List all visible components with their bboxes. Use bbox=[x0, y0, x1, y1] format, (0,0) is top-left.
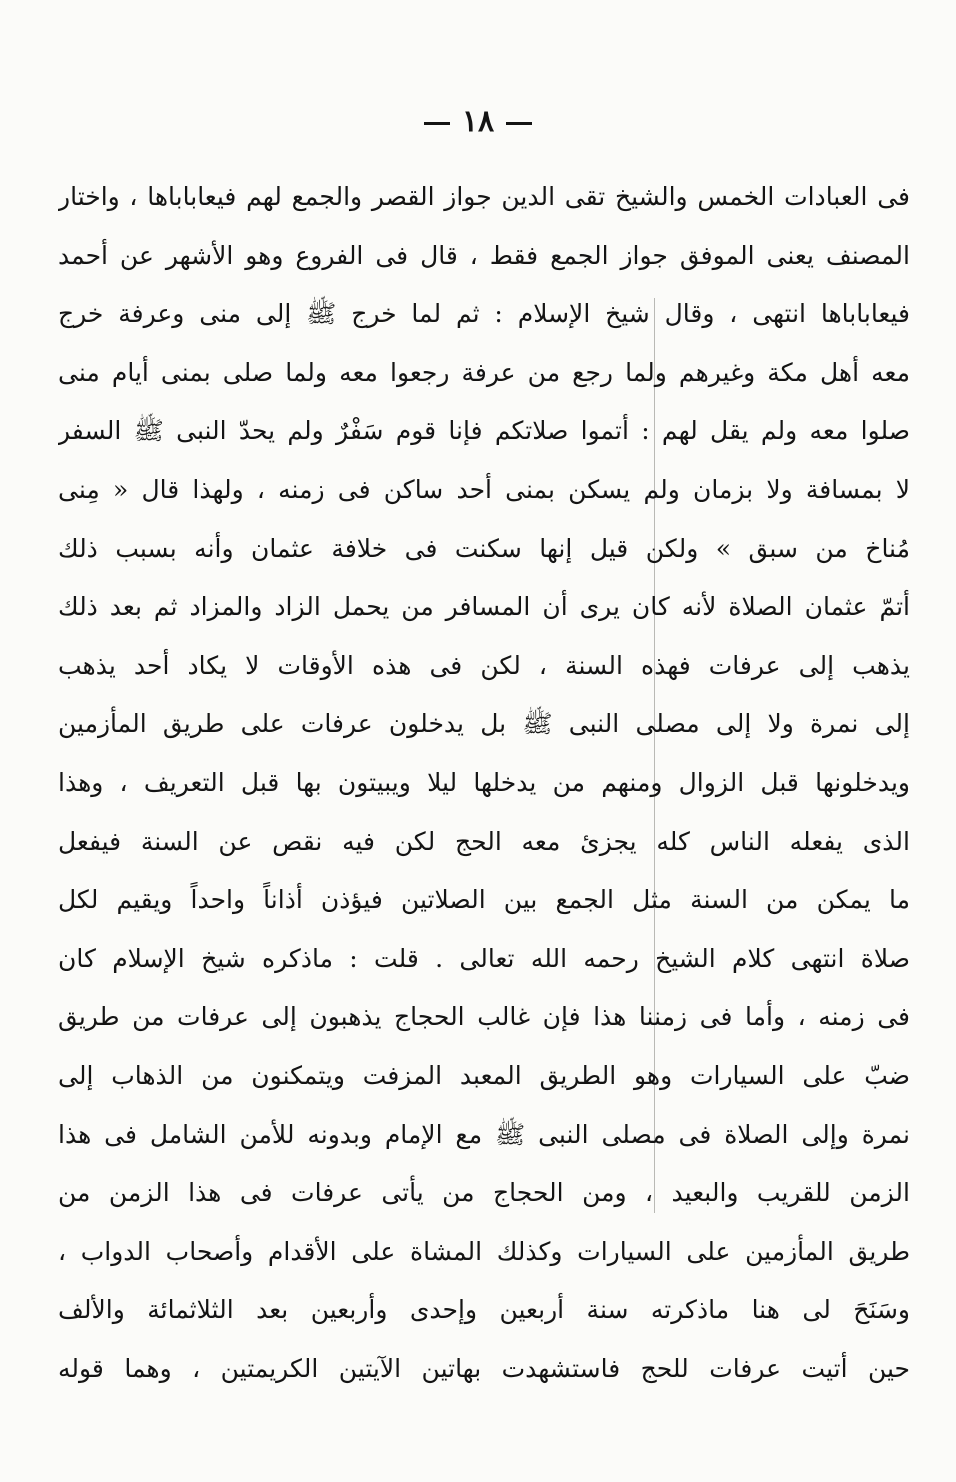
text-line: صلاة انتهى كلام الشيخ رحمه الله تعالى . قلت : ماذكره شيخ الإسلام كان bbox=[58, 943, 910, 973]
text-line: مُناخ من سبق » ولكن قيل إنها سكنت فى خلافة عثمان وأنه بسبب ذلك bbox=[58, 533, 910, 563]
text-line: طريق المأزمين على السيارات وكذلك المشاة على الأقدام وأصحاب الدواب ، bbox=[58, 1236, 910, 1266]
text-line: صلوا معه ولم يقل لهم : أتموا صلاتكم فإنا قوم سَفْرٌ ولم يحدّ النبى ﷺ السفر bbox=[58, 416, 910, 446]
text-line: نمرة وإلى الصلاة فى مصلى النبى ﷺ مع الإمام وبدونه للأمن الشامل فى هذا bbox=[58, 1119, 910, 1149]
text-line: لا بمسافة ولا بزمان ولم يسكن بمنى أحد ساكن فى زمنه ، ولهذا قال « مِنى bbox=[58, 474, 910, 504]
text-line: وسَنَحَ لى هنا ماذكرته سنة أربعين وإحدى وأربعين بعد الثلاثمائة والألف bbox=[58, 1295, 910, 1325]
dash-right bbox=[424, 122, 450, 125]
text-line: فيعاباباها انتهى ، وقال شيخ الإسلام : ثم لما خرج ﷺ إلى منى وعرفة خرج bbox=[58, 299, 910, 329]
text-line: المصنف يعنى الموفق جواز الجمع فقط ، قال فى الفروع وهو الأشهر عن أحمد bbox=[58, 240, 910, 270]
text-line: ما يمكن من السنة مثل الجمع بين الصلاتين فيؤذن أذاناً واحداً ويقيم لكل bbox=[58, 885, 910, 915]
body-text bbox=[58, 168, 910, 1398]
text-line: ويدخلونها قبل الزوال ومنهم من يدخلها ليلا ويبيتون بها قبل التعريف ، وهذا bbox=[58, 767, 910, 797]
text-line: معه أهل مكة وغيرهم ولما رجع من عرفة رجعوا معه ولما صلى بمنى أيام منى bbox=[58, 357, 910, 387]
page-number-value: ١٨ bbox=[461, 104, 495, 139]
dash-left bbox=[506, 122, 532, 125]
text-line: أتمّ عثمان الصلاة لأنه كان يرى أن المسافر من يحمل الزاد والمزاد ثم بعد ذلك bbox=[58, 592, 910, 622]
text-line: حين أتيت عرفات للحج فاستشهدت بهاتين الآيتين الكريمتين ، وهما قوله bbox=[58, 1353, 910, 1383]
text-line: فى العبادات الخمس والشيخ تقى الدين جواز القصر والجمع لهم فيعاباباها ، واختار bbox=[58, 182, 910, 211]
text-line: الزمن للقريب والبعيد ، ومن الحجاج من يأتى عرفات فى هذا الزمن من bbox=[58, 1178, 910, 1208]
text-line: ضبّ على السيارات وهو الطريق المعبد المزفت ويتمكنون من الذهاب إلى bbox=[58, 1060, 910, 1090]
text-line: يذهب إلى عرفات فهذه السنة ، لكن فى هذه الأوقات لا يكاد أحد يذهب bbox=[58, 650, 910, 680]
text-line: الذى يفعله الناس كله يجزئ معه الحج لكن فيه نقص عن السنة فيفعل bbox=[58, 826, 910, 856]
text-line: فى زمنه ، وأما فى زمننا هذا فإن غالب الحجاج يذهبون إلى عرفات من طريق bbox=[58, 1002, 910, 1032]
text-line: إلى نمرة ولا إلى مصلى النبى ﷺ بل يدخلون عرفات على طريق المأزمين bbox=[58, 709, 910, 739]
page-number bbox=[0, 104, 956, 139]
